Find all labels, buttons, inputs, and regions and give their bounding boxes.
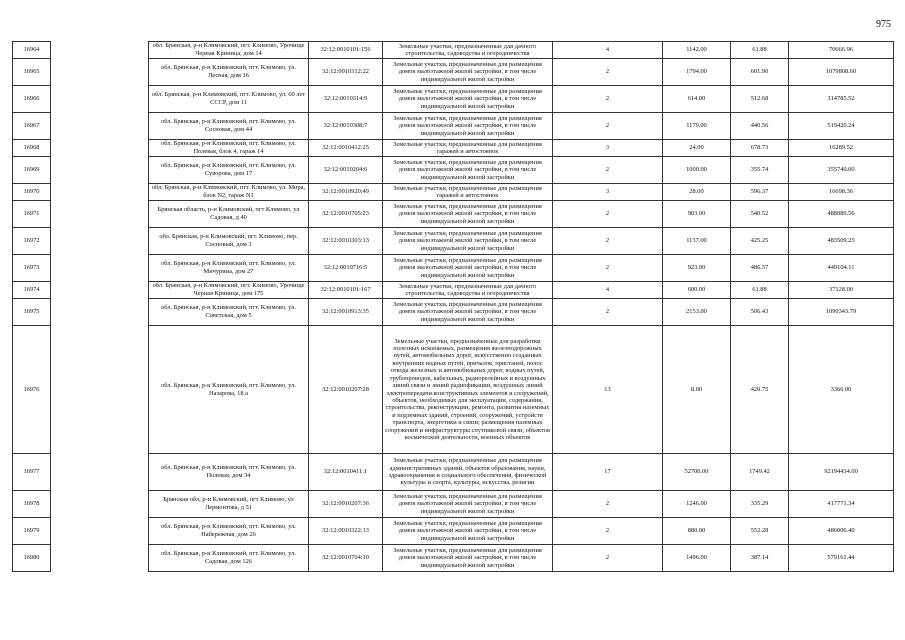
- address-cell: обл. Брянская, р-н Климовский, пгт. Климово, Урочище Черная Криница, дом 175: [149, 282, 309, 299]
- table-row: [13, 59, 894, 86]
- cadastral-number-cell: 32:12:0010314:9: [309, 86, 383, 113]
- specific-value-cell: 387.14: [731, 545, 789, 572]
- land-use-cell: Земельные участки, предназначенные для дачного строительства, садоводства и огородничества: [383, 42, 553, 59]
- land-use-cell: Земельные участки, предназначенные для дачного строительства, садоводства и огородничества: [383, 282, 553, 299]
- use-group-cell: 13: [553, 326, 663, 454]
- cadastral-number-cell: 32:12:0010207:28: [309, 326, 383, 454]
- address-cell: обл. Брянская, р-н Климовский, пгт. Климово, Урочище Черная Криница, дом 14: [149, 42, 309, 59]
- specific-value-cell: 420.75: [731, 326, 789, 454]
- land-use-cell: Земельные участки, предназначенные для размещения домов малоэтажной жилой застройки, в том числе индивидуальной жилой застройки: [383, 545, 553, 572]
- use-group-cell: 3: [553, 184, 663, 201]
- blank-cell: [51, 42, 149, 59]
- area-cell: 1142.00: [663, 42, 731, 59]
- address-cell: обл. Брянская, р-н Климовский, пгт. Климово, ул. Мира, блок N2, гараж N1: [149, 184, 309, 201]
- specific-value-cell: 440.56: [731, 113, 789, 140]
- blank-cell: [51, 326, 149, 454]
- land-use-cell: Земельные участки, предназначенные для размещения домов малоэтажной жилой застройки, в том числе индивидуальной жилой застройки: [383, 201, 553, 228]
- use-group-cell: 4: [553, 42, 663, 59]
- land-use-cell: Земельные участки, предназначенные для размещения административных зданий, объектов образования, науки, здравоохранения и социального обеспечения, физической культуры и спорта, культуры, искусства, религии: [383, 454, 553, 491]
- land-use-cell: Земельные участки, предназначенные для размещения домов малоэтажной жилой застройки, в том числе индивидуальной жилой застройки: [383, 299, 553, 326]
- cadastral-number-cell: 32:12:0010101:156: [309, 42, 383, 59]
- specific-value-cell: 1749.42: [731, 454, 789, 491]
- land-use-cell: Земельные участки, предназначенные для размещения домов малоэтажной жилой застройки, в том числе индивидуальной жилой застройки: [383, 86, 553, 113]
- use-group-cell: 2: [553, 545, 663, 572]
- cadastral-number-cell: 32:12:0010716:5: [309, 255, 383, 282]
- cadastral-number-cell: 32:12:0010322:13: [309, 518, 383, 545]
- cadastral-value-cell: 1090343.79: [789, 299, 894, 326]
- address-cell: обл. Брянская, р-н Климовский, пгт. Климово, ул. 60 лет СССР, дом 11: [149, 86, 309, 113]
- area-cell: 8.00: [663, 326, 731, 454]
- cadastral-value-cell: 417771.34: [789, 491, 894, 518]
- address-cell: обл. Брянская, р-н Климовский, пгт. Климово, ул. Назарова, 18 а: [149, 326, 309, 454]
- cadastral-value-cell: 16289.52: [789, 140, 894, 157]
- use-group-cell: 2: [553, 228, 663, 255]
- cadastral-value-cell: 3366.00: [789, 326, 894, 454]
- row-number: 16978: [13, 491, 51, 518]
- table-row: [13, 282, 894, 299]
- land-use-cell: Земельные участки, предназначенные для размещения гаражей и автостоянок: [383, 184, 553, 201]
- registry-rows: [13, 42, 894, 572]
- row-number: 16968: [13, 140, 51, 157]
- use-group-cell: 2: [553, 86, 663, 113]
- table-row: [13, 201, 894, 228]
- cadastral-value-cell: 579161.44: [789, 545, 894, 572]
- area-cell: 24.00: [663, 140, 731, 157]
- address-cell: обл. Брянская, р-н Климовский, пгт. Климово, ул. Советская, дом 5: [149, 299, 309, 326]
- cadastral-value-cell: 16698.36: [789, 184, 894, 201]
- row-number: 16972: [13, 228, 51, 255]
- row-number: 16969: [13, 157, 51, 184]
- blank-cell: [51, 201, 149, 228]
- table-row: [13, 545, 894, 572]
- cadastral-number-cell: 32:12:0010705:23: [309, 201, 383, 228]
- specific-value-cell: 512.68: [731, 86, 789, 113]
- row-number: 16970: [13, 184, 51, 201]
- specific-value-cell: 425.25: [731, 228, 789, 255]
- land-use-cell: Земельные участки, предназначенные для разработки полезных ископаемых, размещения железнодорожных путей, автомобильных дорог, искусственно созданных внутренних водных путей, причалов, пристаней, полос отвода железных и автомобильных дорог, водных путей, трубопроводов, кабельных, радиорелейных и воздушных линий связи и линий радиофикации, воздушных линий электропередачи конструктивных элементов и сооружений, объектов, необходимых для эксплуатации, содержания, строительства, реконструкции, ремонта, развития наземных и подземных зданий, строений, сооружений, устройств транспорта, энергетики и связи; размещения наземных сооружений и инфраструктуры спутниковой связи, объектов космической деятельности, военных объектов: [383, 326, 553, 454]
- blank-cell: [51, 545, 149, 572]
- row-number: 16967: [13, 113, 51, 140]
- land-use-cell: Земельные участки, предназначенные для размещения домов малоэтажной жилой застройки, в том числе индивидуальной жилой застройки: [383, 228, 553, 255]
- cadastral-value-cell: 355740.00: [789, 157, 894, 184]
- area-cell: 52700.00: [663, 454, 731, 491]
- cadastral-number-cell: 32:12:0010303:13: [309, 228, 383, 255]
- area-cell: 1137.00: [663, 228, 731, 255]
- cadastral-value-cell: 486006.40: [789, 518, 894, 545]
- cadastral-value-cell: 70666.96: [789, 42, 894, 59]
- blank-cell: [51, 184, 149, 201]
- blank-cell: [51, 113, 149, 140]
- table-row: [13, 42, 894, 59]
- area-cell: 28.00: [663, 184, 731, 201]
- land-use-cell: Земельные участки, предназначенные для размещения домов малоэтажной жилой застройки, в том числе индивидуальной жилой застройки: [383, 59, 553, 86]
- table-row: [13, 491, 894, 518]
- cadastral-number-cell: 32:12:0010312:22: [309, 59, 383, 86]
- cadastral-number-cell: 32:12:0010207:36: [309, 491, 383, 518]
- blank-cell: [51, 518, 149, 545]
- use-group-cell: 4: [553, 282, 663, 299]
- address-cell: обл. Брянская, р-н Климовский, пгт. Климово, ул. Полевая, дом 34: [149, 454, 309, 491]
- blank-cell: [51, 157, 149, 184]
- cadastral-number-cell: 32:12:0010913:35: [309, 299, 383, 326]
- land-use-cell: Земельные участки, предназначенные для размещения домов малоэтажной жилой застройки, в том числе индивидуальной жилой застройки: [383, 491, 553, 518]
- area-cell: 923.00: [663, 255, 731, 282]
- cadastral-value-cell: 519420.24: [789, 113, 894, 140]
- address-cell: обл. Брянская, р-н Климовский, пгт. Климово, ул. Мичурина, дом 27: [149, 255, 309, 282]
- blank-cell: [51, 140, 149, 157]
- row-number: 16976: [13, 326, 51, 454]
- specific-value-cell: 506.43: [731, 299, 789, 326]
- area-cell: 903.00: [663, 201, 731, 228]
- blank-cell: [51, 255, 149, 282]
- table-row: [13, 113, 894, 140]
- address-cell: обл. Брянская, р-н Климовский, пгт. Климово, пер. Сосновый, дом 3: [149, 228, 309, 255]
- specific-value-cell: 596.37: [731, 184, 789, 201]
- use-group-cell: 2: [553, 113, 663, 140]
- specific-value-cell: 61.88: [731, 282, 789, 299]
- use-group-cell: 2: [553, 518, 663, 545]
- table-row: [13, 228, 894, 255]
- table-row: [13, 140, 894, 157]
- cadastral-value-cell: 314785.52: [789, 86, 894, 113]
- area-cell: 1794.00: [663, 59, 731, 86]
- table-row: [13, 184, 894, 201]
- use-group-cell: 2: [553, 255, 663, 282]
- area-cell: 614.00: [663, 86, 731, 113]
- address-cell: обл. Брянская, р-н Климовский, пгт. Климово, ул. Сосновая, дом 44: [149, 113, 309, 140]
- land-use-cell: Земельные участки, предназначенные для размещения гаражей и автостоянок: [383, 140, 553, 157]
- specific-value-cell: 552.28: [731, 518, 789, 545]
- cadastral-number-cell: 32:12:0010308:7: [309, 113, 383, 140]
- specific-value-cell: 540.52: [731, 201, 789, 228]
- use-group-cell: 17: [553, 454, 663, 491]
- row-number: 16979: [13, 518, 51, 545]
- blank-cell: [51, 491, 149, 518]
- blank-cell: [51, 282, 149, 299]
- address-cell: обл. Брянская, р-н Климовский, пгт. Климово, ул. Набережная, дом 26: [149, 518, 309, 545]
- address-cell: Брянская обл, р-н Климовский, пгт Климово, ул Лермонтова, д 51: [149, 491, 309, 518]
- registry-table: [12, 41, 894, 572]
- cadastral-number-cell: 32:12:0010704:10: [309, 545, 383, 572]
- blank-cell: [51, 86, 149, 113]
- address-cell: Брянская область, р-н Климовский, пгт Климово, ул Садовая, д 40: [149, 201, 309, 228]
- cadastral-number-cell: 32:12:0010920:49: [309, 184, 383, 201]
- table-row: [13, 454, 894, 491]
- area-cell: 1496.00: [663, 545, 731, 572]
- row-number: 16965: [13, 59, 51, 86]
- land-use-cell: Земельные участки, предназначенные для размещения домов малоэтажной жилой застройки, в том числе индивидуальной жилой застройки: [383, 255, 553, 282]
- address-cell: обл. Брянская, р-н Климовский, пгт. Климово, ул. Лесная, дом 16: [149, 59, 309, 86]
- cadastral-number-cell: 32:12:0010411:1: [309, 454, 383, 491]
- blank-cell: [51, 59, 149, 86]
- cadastral-number-cell: 32:12:0010101:167: [309, 282, 383, 299]
- specific-value-cell: 335.29: [731, 491, 789, 518]
- cadastral-value-cell: 37128.00: [789, 282, 894, 299]
- specific-value-cell: 355.74: [731, 157, 789, 184]
- row-number: 16974: [13, 282, 51, 299]
- address-cell: обл. Брянская, р-н Климовский, пгт. Климово, ул. Суворова, дом 17: [149, 157, 309, 184]
- use-group-cell: 3: [553, 140, 663, 157]
- blank-cell: [51, 228, 149, 255]
- page-number: 975: [876, 19, 891, 30]
- land-use-cell: Земельные участки, предназначенные для размещения домов малоэтажной жилой застройки, в том числе индивидуальной жилой застройки: [383, 157, 553, 184]
- use-group-cell: 2: [553, 157, 663, 184]
- blank-cell: [51, 454, 149, 491]
- area-cell: 1000.00: [663, 157, 731, 184]
- specific-value-cell: 678.73: [731, 140, 789, 157]
- cadastral-value-cell: 92194434.00: [789, 454, 894, 491]
- cadastral-number-cell: 32:12:0010412:25: [309, 140, 383, 157]
- row-number: 16971: [13, 201, 51, 228]
- area-cell: 600.00: [663, 282, 731, 299]
- cadastral-value-cell: 1079808.60: [789, 59, 894, 86]
- area-cell: 1246.00: [663, 491, 731, 518]
- use-group-cell: 2: [553, 201, 663, 228]
- cadastral-value-cell: 449104.11: [789, 255, 894, 282]
- row-number: 16975: [13, 299, 51, 326]
- specific-value-cell: 601.90: [731, 59, 789, 86]
- blank-cell: [51, 299, 149, 326]
- row-number: 16977: [13, 454, 51, 491]
- cadastral-number-cell: 32:12:0010204:6: [309, 157, 383, 184]
- area-cell: 880.00: [663, 518, 731, 545]
- land-use-cell: Земельные участки, предназначенные для размещения домов малоэтажной жилой застройки, в том числе индивидуальной жилой застройки: [383, 113, 553, 140]
- row-number: 16973: [13, 255, 51, 282]
- use-group-cell: 2: [553, 491, 663, 518]
- table-row: [13, 518, 894, 545]
- address-cell: обл. Брянская, р-н Климовский, пгт. Климово, ул. Садовая, дом 126: [149, 545, 309, 572]
- row-number: 16966: [13, 86, 51, 113]
- table-row: [13, 326, 894, 454]
- area-cell: 2153.00: [663, 299, 731, 326]
- cadastral-value-cell: 483509.25: [789, 228, 894, 255]
- use-group-cell: 2: [553, 299, 663, 326]
- use-group-cell: 2: [553, 59, 663, 86]
- row-number: 16980: [13, 545, 51, 572]
- specific-value-cell: 61.88: [731, 42, 789, 59]
- table-row: [13, 255, 894, 282]
- cadastral-value-cell: 488089.56: [789, 201, 894, 228]
- table-row: [13, 157, 894, 184]
- row-number: 16964: [13, 42, 51, 59]
- table-row: [13, 86, 894, 113]
- area-cell: 1179.00: [663, 113, 731, 140]
- specific-value-cell: 486.57: [731, 255, 789, 282]
- table-row: [13, 299, 894, 326]
- land-use-cell: Земельные участки, предназначенные для размещения домов малоэтажной жилой застройки, в том числе индивидуальной жилой застройки: [383, 518, 553, 545]
- address-cell: обл. Брянская, р-н Климовский, пгт. Климово, ул. Полевая, блок 4, гараж 14: [149, 140, 309, 157]
